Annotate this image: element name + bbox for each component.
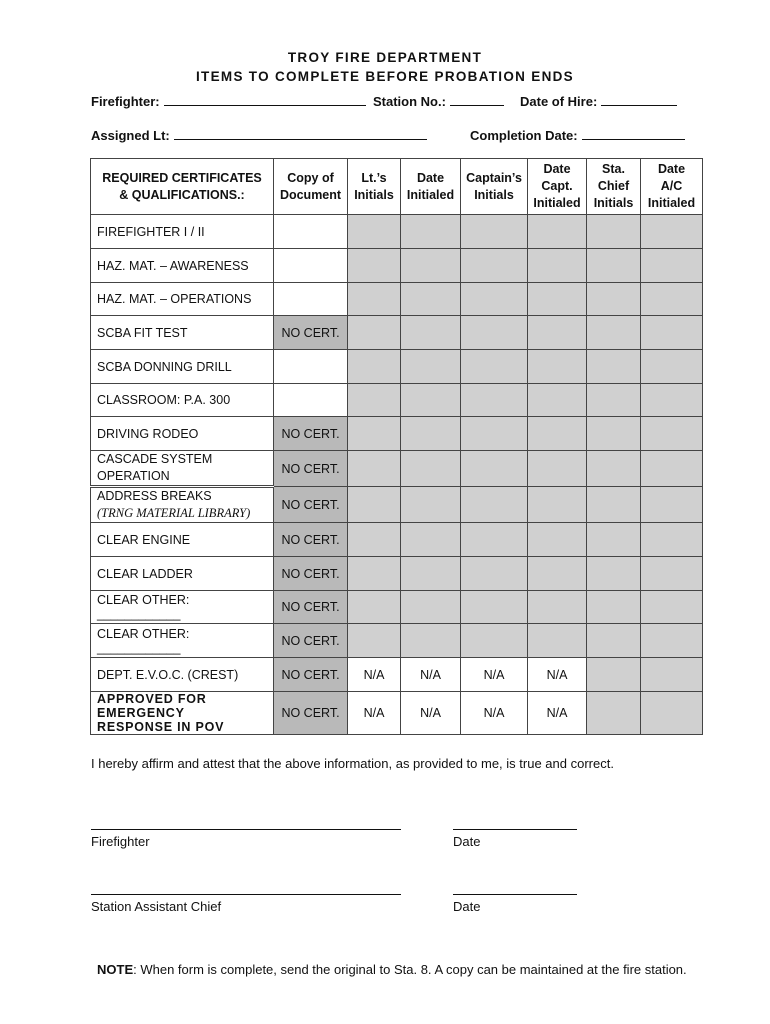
station-no-blank[interactable] (450, 94, 504, 106)
lt-initials-cell[interactable] (348, 451, 401, 487)
date-initialed-na: N/A (401, 658, 461, 692)
date-ac-cell[interactable] (641, 487, 703, 523)
header-copy-of-document: Copy of Document (274, 159, 348, 215)
sta-chief-cell[interactable] (587, 692, 641, 735)
no-cert-cell: NO CERT. (274, 557, 348, 591)
sta-chief-cell[interactable] (587, 451, 641, 487)
copy-cell[interactable] (274, 249, 348, 283)
table-row (91, 487, 703, 523)
table-row (91, 249, 703, 283)
completion-date-label: Completion Date: (470, 128, 578, 143)
lt-initials-cell[interactable] (348, 249, 401, 283)
lt-initials-cell[interactable] (348, 316, 401, 350)
item-label: HAZ. MAT. – OPERATIONS (91, 283, 274, 316)
station-no-field[interactable] (373, 94, 504, 109)
firefighter-label: Firefighter: (91, 94, 160, 109)
date-capt-na: N/A (528, 692, 587, 735)
sta-chief-cell[interactable] (587, 316, 641, 350)
header-date-capt-initialed: Date Capt. Initialed (528, 159, 587, 215)
date-ac-cell[interactable] (641, 384, 703, 417)
date-initialed-cell[interactable] (401, 417, 461, 451)
note-body: : When form is complete, send the original to Sta. 8. A copy can be maintained at the fire station. (133, 962, 687, 977)
date-capt-na: N/A (528, 658, 587, 692)
captain-initials-cell[interactable] (461, 624, 528, 658)
lt-initials-na: N/A (348, 658, 401, 692)
table-row (91, 417, 703, 451)
date-capt-cell[interactable] (528, 591, 587, 624)
date-capt-cell[interactable] (528, 350, 587, 384)
date-ac-cell[interactable] (641, 283, 703, 316)
item-label: CLEAR ENGINE (91, 523, 274, 557)
table-row (91, 451, 703, 487)
date-capt-cell[interactable] (528, 487, 587, 523)
note-label: NOTE (97, 962, 134, 977)
copy-cell[interactable] (274, 215, 348, 249)
copy-cell[interactable] (274, 283, 348, 316)
affirmation-text: I hereby affirm and attest that the above information, as provided to me, is true and correct. (91, 756, 614, 771)
header-lt-initials: Lt.’s Initials (348, 159, 401, 215)
form-subtitle: ITEMS TO COMPLETE BEFORE PROBATION ENDS (196, 69, 574, 84)
date-ac-cell[interactable] (641, 215, 703, 249)
lt-initials-cell[interactable] (348, 591, 401, 624)
date-ac-cell[interactable] (641, 451, 703, 487)
date-capt-cell[interactable] (528, 249, 587, 283)
header-required-certificates: REQUIRED CERTIFICATES & QUALIFICATIONS.: (91, 159, 274, 215)
completion-date-field[interactable] (470, 128, 685, 143)
header-row (91, 159, 703, 215)
date-ac-cell[interactable] (641, 658, 703, 692)
date-initialed-na: N/A (401, 692, 461, 735)
captain-initials-cell[interactable] (461, 557, 528, 591)
sta-chief-cell[interactable] (587, 384, 641, 417)
date-ac-cell[interactable] (641, 624, 703, 658)
copy-cell[interactable] (274, 350, 348, 384)
firefighter-field[interactable] (91, 94, 366, 109)
firefighter-blank[interactable] (164, 94, 366, 106)
date-capt-cell[interactable] (528, 384, 587, 417)
item-label: CLEAR OTHER: ____________ (91, 624, 274, 658)
table-row (91, 384, 703, 417)
table-row (91, 316, 703, 350)
item-label: HAZ. MAT. – AWARENESS (91, 249, 274, 283)
assigned-lt-field[interactable] (91, 128, 427, 143)
station-ac-date-line[interactable] (453, 894, 577, 895)
sta-chief-cell[interactable] (587, 624, 641, 658)
item-label: SCBA FIT TEST (91, 316, 274, 350)
header-sta-chief-initials: Sta. Chief Initials (587, 159, 641, 215)
item-label: ADDRESS BREAKS (TRNG MATERIAL LIBRARY) (91, 487, 274, 523)
date-capt-cell[interactable] (528, 215, 587, 249)
table-row (91, 557, 703, 591)
date-capt-cell[interactable] (528, 523, 587, 557)
captain-initials-cell[interactable] (461, 283, 528, 316)
date-capt-cell[interactable] (528, 283, 587, 316)
firefighter-date-line[interactable] (453, 829, 577, 830)
table-row (91, 658, 703, 692)
item-label: FIREFIGHTER I / II (91, 215, 274, 249)
copy-cell[interactable] (274, 384, 348, 417)
date-capt-cell[interactable] (528, 417, 587, 451)
no-cert-cell: NO CERT. (274, 591, 348, 624)
no-cert-cell: NO CERT. (274, 523, 348, 557)
lt-initials-cell[interactable] (348, 283, 401, 316)
captain-initials-cell[interactable] (461, 451, 528, 487)
date-ac-cell[interactable] (641, 417, 703, 451)
firefighter-signature-label: Firefighter (91, 834, 150, 849)
captain-initials-cell[interactable] (461, 316, 528, 350)
lt-initials-cell[interactable] (348, 350, 401, 384)
table-row (91, 283, 703, 316)
item-label: SCBA DONNING DRILL (91, 350, 274, 384)
firefighter-date-label: Date (453, 834, 481, 849)
note-text (97, 962, 687, 977)
header-captains-initials: Captain’s Initials (461, 159, 528, 215)
date-initialed-cell[interactable] (401, 283, 461, 316)
date-initialed-cell[interactable] (401, 384, 461, 417)
lt-initials-cell[interactable] (348, 487, 401, 523)
assigned-lt-label: Assigned Lt: (91, 128, 170, 143)
sta-chief-cell[interactable] (587, 215, 641, 249)
captain-initials-cell[interactable] (461, 591, 528, 624)
captain-initials-cell[interactable] (461, 249, 528, 283)
lt-initials-cell[interactable] (348, 624, 401, 658)
date-initialed-cell[interactable] (401, 350, 461, 384)
captain-initials-cell[interactable] (461, 487, 528, 523)
date-initialed-cell[interactable] (401, 523, 461, 557)
table-row (91, 215, 703, 249)
header-date-ac-initialed: Date A/C Initialed (641, 159, 703, 215)
captain-initials-cell[interactable] (461, 215, 528, 249)
date-ac-cell[interactable] (641, 316, 703, 350)
date-capt-cell[interactable] (528, 451, 587, 487)
sta-chief-cell[interactable] (587, 658, 641, 692)
item-label: CLASSROOM: P.A. 300 (91, 384, 274, 417)
firefighter-signature-line[interactable] (91, 829, 401, 830)
no-cert-cell: NO CERT. (274, 316, 348, 350)
date-capt-cell[interactable] (528, 316, 587, 350)
lt-initials-cell[interactable] (348, 417, 401, 451)
captain-initials-na: N/A (461, 692, 528, 735)
no-cert-cell: NO CERT. (274, 417, 348, 451)
item-label: DEPT. E.V.O.C. (CREST) (91, 658, 274, 692)
sta-chief-cell[interactable] (587, 591, 641, 624)
date-of-hire-field[interactable] (520, 94, 677, 109)
no-cert-cell: NO CERT. (274, 487, 348, 523)
header-date-initialed: Date Initialed (401, 159, 461, 215)
sta-chief-cell[interactable] (587, 557, 641, 591)
sta-chief-cell[interactable] (587, 283, 641, 316)
completion-date-blank[interactable] (582, 128, 685, 140)
date-ac-cell[interactable] (641, 249, 703, 283)
date-initialed-cell[interactable] (401, 215, 461, 249)
captain-initials-cell[interactable] (461, 384, 528, 417)
station-ac-date-label: Date (453, 899, 481, 914)
lt-initials-cell[interactable] (348, 215, 401, 249)
date-ac-cell[interactable] (641, 350, 703, 384)
date-initialed-cell[interactable] (401, 487, 461, 523)
no-cert-cell: NO CERT. (274, 624, 348, 658)
table-row (91, 692, 703, 735)
sta-chief-cell[interactable] (587, 249, 641, 283)
captain-initials-cell[interactable] (461, 350, 528, 384)
date-of-hire-label: Date of Hire: (520, 94, 598, 109)
date-of-hire-blank[interactable] (601, 94, 677, 106)
sta-chief-cell[interactable] (587, 350, 641, 384)
item-label: DRIVING RODEO (91, 417, 274, 451)
sta-chief-cell[interactable] (587, 417, 641, 451)
lt-initials-cell[interactable] (348, 557, 401, 591)
date-initialed-cell[interactable] (401, 591, 461, 624)
date-initialed-cell[interactable] (401, 249, 461, 283)
form-title: TROY FIRE DEPARTMENT (287, 50, 483, 65)
lt-initials-cell[interactable] (348, 384, 401, 417)
no-cert-cell: NO CERT. (274, 692, 348, 735)
station-ac-signature-label: Station Assistant Chief (91, 899, 222, 914)
item-label: APPROVED FOR EMERGENCY RESPONSE IN POV (91, 692, 274, 735)
date-initialed-cell[interactable] (401, 624, 461, 658)
lt-initials-cell[interactable] (348, 523, 401, 557)
captain-initials-cell[interactable] (461, 417, 528, 451)
date-capt-cell[interactable] (528, 557, 587, 591)
date-ac-cell[interactable] (641, 523, 703, 557)
table-row (91, 591, 703, 624)
lt-initials-na: N/A (348, 692, 401, 735)
date-initialed-cell[interactable] (401, 451, 461, 487)
table-row (91, 523, 703, 557)
sta-chief-cell[interactable] (587, 487, 641, 523)
date-capt-cell[interactable] (528, 624, 587, 658)
assigned-lt-blank[interactable] (174, 128, 427, 140)
station-no-label: Station No.: (373, 94, 446, 109)
item-label: CLEAR OTHER: ____________ (91, 591, 274, 624)
sta-chief-cell[interactable] (587, 523, 641, 557)
item-label: CASCADE SYSTEM OPERATION (91, 451, 274, 487)
table-row (91, 350, 703, 384)
no-cert-cell: NO CERT. (274, 658, 348, 692)
item-label: CLEAR LADDER (91, 557, 274, 591)
date-ac-cell[interactable] (641, 591, 703, 624)
captain-initials-cell[interactable] (461, 523, 528, 557)
date-ac-cell[interactable] (641, 692, 703, 735)
table-row (91, 624, 703, 658)
date-ac-cell[interactable] (641, 557, 703, 591)
captain-initials-na: N/A (461, 658, 528, 692)
requirements-table (90, 158, 703, 735)
date-initialed-cell[interactable] (401, 557, 461, 591)
no-cert-cell: NO CERT. (274, 451, 348, 487)
station-ac-signature-line[interactable] (91, 894, 401, 895)
date-initialed-cell[interactable] (401, 316, 461, 350)
